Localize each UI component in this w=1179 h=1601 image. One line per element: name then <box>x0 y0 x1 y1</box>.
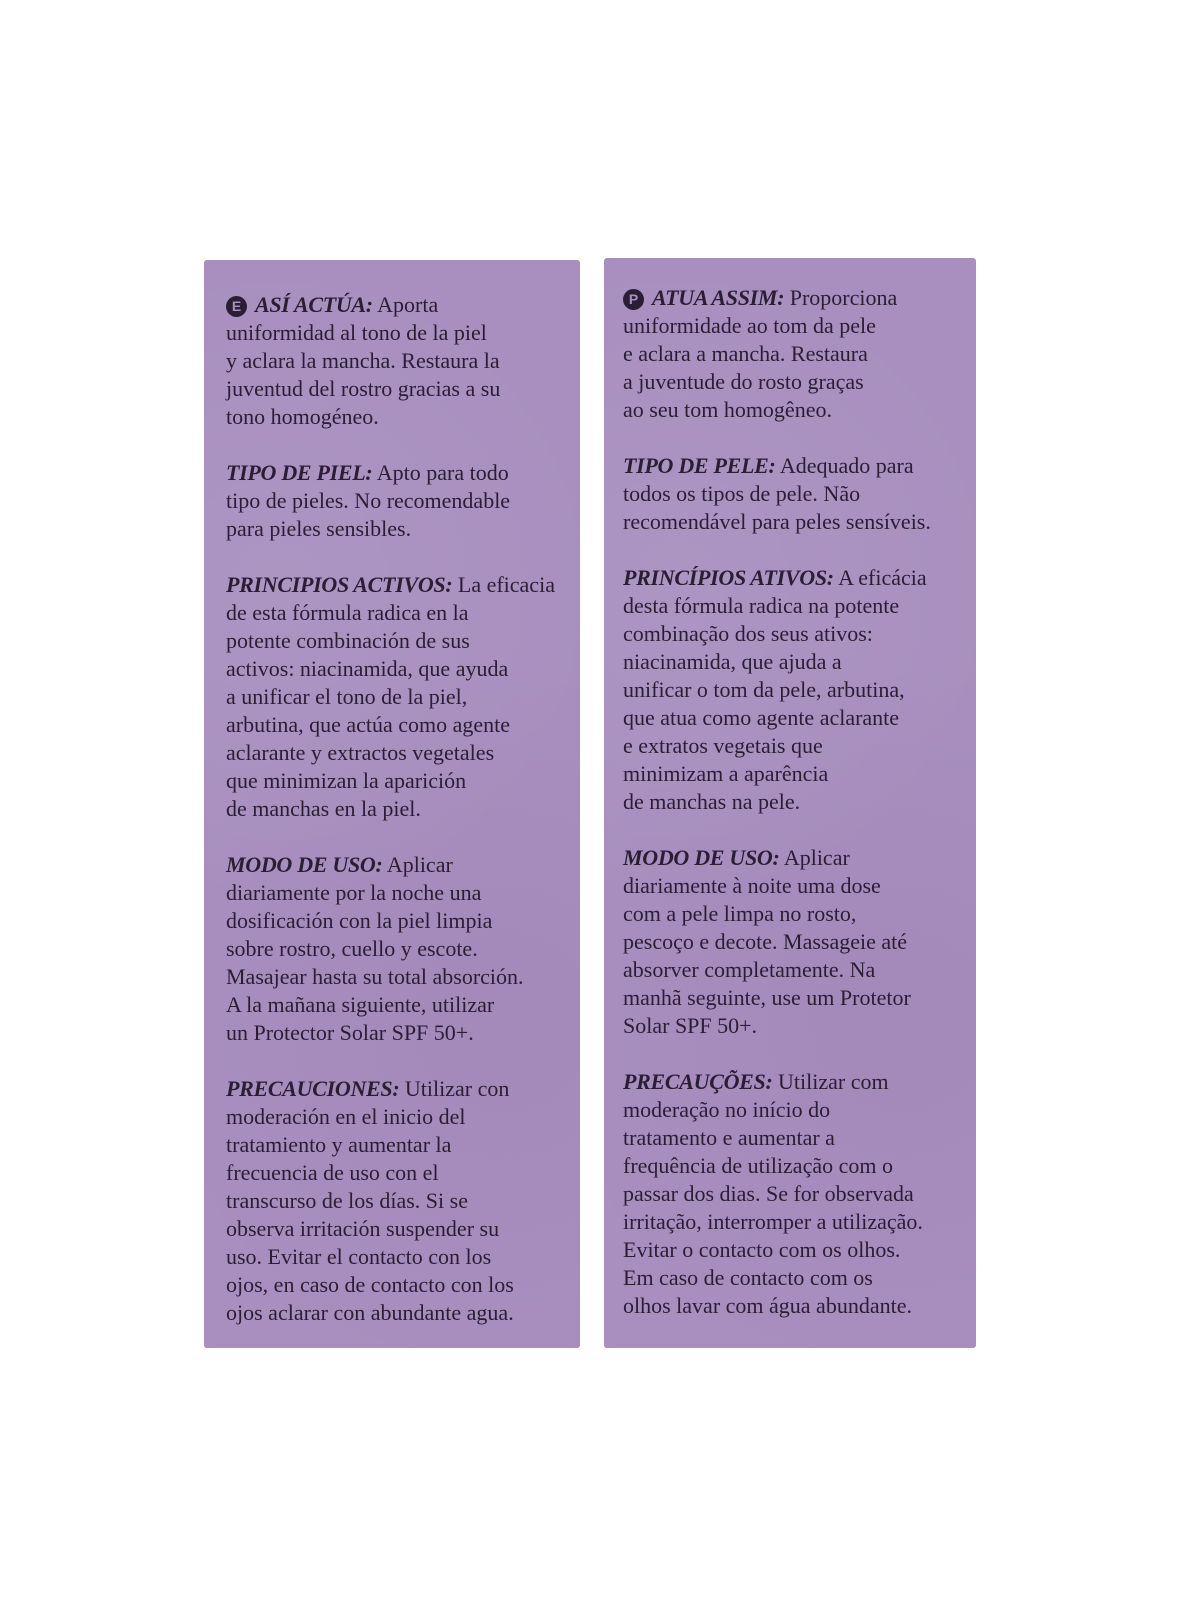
body-line: frequência de utilização com o <box>623 1153 893 1178</box>
body-line: olhos lavar com água abundante. <box>623 1293 912 1318</box>
section-first-line <box>623 1068 968 1096</box>
body-line: manhã seguinte, use um Protetor <box>623 985 911 1010</box>
body-line: combinação dos seus ativos: <box>623 621 873 646</box>
body-line: Evitar o contacto com os olhos. <box>623 1237 901 1262</box>
section-modo-de-uso <box>623 844 968 1040</box>
body-line: unificar o tom da pele, arbutina, <box>623 677 905 702</box>
body-line: de manchas en la piel. <box>226 796 421 821</box>
body-line: tipo de pieles. No recomendable <box>226 488 511 513</box>
body-line: recomendável para peles sensíveis. <box>623 509 931 534</box>
section-atua-assim <box>623 284 968 424</box>
section-first-line <box>623 452 968 480</box>
body-line: passar dos dias. Se for observada <box>623 1181 914 1206</box>
body-line: aclarante y extractos vegetales <box>226 740 495 765</box>
section-first-line <box>226 291 570 319</box>
label-panel-spanish <box>204 260 580 1348</box>
language-badge-e: E <box>226 296 247 317</box>
section-precaucoes <box>623 1068 968 1320</box>
body-text: Adequado para <box>775 453 914 478</box>
section-tipo-de-pele <box>623 452 968 536</box>
body-line: de manchas na pele. <box>623 789 801 814</box>
section-heading: ASÍ ACTÚA: <box>255 292 373 317</box>
section-first-line <box>226 851 570 879</box>
body-line: Solar SPF 50+. <box>623 1013 758 1038</box>
body-line: de esta fórmula radica en la <box>226 600 469 625</box>
body-line: e extratos vegetais que <box>623 733 823 758</box>
body-line: Masajear hasta su total absorción. <box>226 964 524 989</box>
language-badge-p: P <box>623 289 644 310</box>
body-line: todos os tipos de pele. Não <box>623 481 861 506</box>
body-line: desta fórmula radica na potente <box>623 593 900 618</box>
section-precauciones <box>226 1075 570 1327</box>
body-line: irritação, interromper a utilização. <box>623 1209 923 1234</box>
section-modo-de-uso <box>226 851 570 1047</box>
body-line: uniformidade ao tom da pele <box>623 313 876 338</box>
body-line: absorver completamente. Na <box>623 957 876 982</box>
body-line: un Protector Solar SPF 50+. <box>226 1020 474 1045</box>
body-line: A la mañana siguiente, utilizar <box>226 992 495 1017</box>
section-heading: MODO DE USO: <box>226 852 383 877</box>
body-line: tratamiento y aumentar la <box>226 1132 452 1157</box>
body-line: diariamente à noite uma dose <box>623 873 881 898</box>
body-text: La eficacia <box>452 572 555 597</box>
body-line: uniformidad al tono de la piel <box>226 320 487 345</box>
section-heading: PRECAUCIONES: <box>226 1076 400 1101</box>
body-line: transcurso de los días. Si se <box>226 1188 468 1213</box>
section-heading: PRECAUÇÕES: <box>623 1069 773 1094</box>
body-line: observa irritación suspender su <box>226 1216 500 1241</box>
section-first-line <box>623 564 968 592</box>
body-line: ojos aclarar con abundante agua. <box>226 1300 514 1325</box>
body-text: Proporciona <box>784 285 898 310</box>
body-line: y aclara la mancha. Restaura la <box>226 348 500 373</box>
body-line: pescoço e decote. Massageie até <box>623 929 908 954</box>
body-text: Utilizar con <box>399 1076 510 1101</box>
body-line: Em caso de contacto com os <box>623 1265 873 1290</box>
section-heading: TIPO DE PIEL: <box>226 460 373 485</box>
section-tipo-de-piel <box>226 459 570 543</box>
body-line: que atua como agente aclarante <box>623 705 900 730</box>
body-text: Utilizar com <box>772 1069 889 1094</box>
body-line: potente combinación de sus <box>226 628 470 653</box>
body-line: tratamento e aumentar a <box>623 1125 835 1150</box>
section-heading: ATUA ASSIM: <box>652 285 785 310</box>
section-heading: PRINCÍPIOS ATIVOS: <box>623 565 834 590</box>
body-line: minimizam a aparência <box>623 761 829 786</box>
label-panel-portuguese <box>604 258 976 1348</box>
section-first-line <box>623 284 968 312</box>
section-first-line <box>623 844 968 872</box>
section-heading: MODO DE USO: <box>623 845 780 870</box>
body-line: diariamente por la noche una <box>226 880 482 905</box>
body-line: que minimizan la aparición <box>226 768 467 793</box>
body-line: juventud del rostro gracias a su <box>226 376 501 401</box>
body-line: uso. Evitar el contacto con los <box>226 1244 492 1269</box>
body-text: Apto para todo <box>372 460 509 485</box>
body-line: frecuencia de uso con el <box>226 1160 439 1185</box>
body-text: Aporta <box>372 292 439 317</box>
body-line: dosificación con la piel limpia <box>226 908 493 933</box>
body-text: Aplicar <box>382 852 453 877</box>
section-heading: PRINCIPIOS ACTIVOS: <box>226 572 453 597</box>
body-line: para pieles sensibles. <box>226 516 412 541</box>
body-line: activos: niacinamida, que ayuda <box>226 656 509 681</box>
body-line: moderação no início do <box>623 1097 831 1122</box>
body-line: ao seu tom homogêneo. <box>623 397 832 422</box>
section-first-line <box>226 571 570 599</box>
body-line: com a pele limpa no rosto, <box>623 901 857 926</box>
body-line: ojos, en caso de contacto con los <box>226 1272 514 1297</box>
section-heading: TIPO DE PELE: <box>623 453 776 478</box>
body-line: moderación en el inicio del <box>226 1104 466 1129</box>
body-line: a juventude do rosto graças <box>623 369 864 394</box>
section-principios-activos <box>226 571 570 823</box>
section-first-line <box>226 459 570 487</box>
section-first-line <box>226 1075 570 1103</box>
body-text: A eficácia <box>833 565 927 590</box>
section-asi-actua <box>226 291 570 431</box>
body-line: sobre rostro, cuello y escote. <box>226 936 478 961</box>
body-text: Aplicar <box>779 845 850 870</box>
section-principios-ativos <box>623 564 968 816</box>
body-line: a unificar el tono de la piel, <box>226 684 468 709</box>
body-line: e aclara a mancha. Restaura <box>623 341 868 366</box>
body-line: tono homogéneo. <box>226 404 379 429</box>
body-line: arbutina, que actúa como agente <box>226 712 511 737</box>
body-line: niacinamida, que ajuda a <box>623 649 842 674</box>
